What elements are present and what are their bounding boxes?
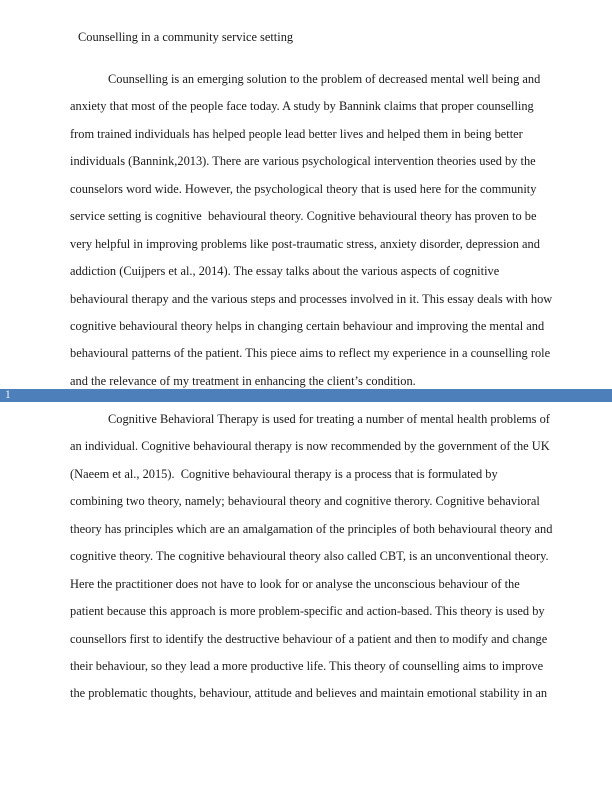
text-line: combining two theory, namely; behavioural theory and cognitive therory. Cognitive behavioral: [70, 494, 540, 509]
paragraph-introduction: [70, 66, 592, 395]
text-line: addiction (Cuijpers et al., 2014). The essay talks about the various aspects of cognitive: [70, 264, 500, 279]
text-line: Here the practitioner does not have to look for or analyse the unconscious behaviour of the: [70, 576, 520, 591]
text-line: behavioural patterns of the patient. This piece aims to reflect my experience in a counselling role: [70, 346, 551, 361]
text-line: the problematic thoughts, behaviour, attitude and believes and maintain emotional stability in an: [70, 686, 548, 701]
text-line: counsellors first to identify the destructive behaviour of a patient and then to modify and change: [70, 631, 548, 646]
text-line: Cognitive Behavioral Therapy is used for treating a number of mental health problems of: [108, 412, 550, 426]
text-line: (Naeem et al., 2015). Cognitive behavioural therapy is a process that is formulated by: [70, 466, 498, 481]
text-line: cognitive behavioural theory helps in changing certain behaviour and improving the mental and: [70, 318, 545, 333]
text-line: cognitive theory. The cognitive behavioural theory also called CBT, is an unconventional theory.: [70, 549, 549, 564]
text-line: from trained individuals has helped people lead better lives and helped them in being better: [70, 126, 523, 141]
text-line: an individual. Cognitive behavioural therapy is now recommended by the government of the UK: [70, 439, 550, 454]
text-line: behavioural therapy and the various steps and processes involved in it. This essay deals with how: [70, 291, 553, 306]
text-line: anxiety that most of the people face today. A study by Bannink claims that proper counselling: [70, 99, 534, 114]
text-line: their behaviour, so they lead a more productive life. This theory of counselling aims to improve: [70, 658, 544, 673]
page-number-label: 1: [5, 389, 11, 401]
text-line: counselors word wide. However, the psychological theory that is used here for the community: [70, 181, 537, 196]
text-line: individuals (Bannink,2013). There are various psychological intervention theories used by the: [70, 154, 536, 169]
document-header-title: Counselling in a community service setting: [78, 30, 294, 44]
paragraph-cbt-overview: [70, 406, 592, 708]
text-line: patient because this approach is more problem-specific and action-based. This theory is used by: [70, 604, 545, 619]
text-line: service setting is cognitive behavioural theory. Cognitive behavioural theory has proven to be: [70, 209, 537, 224]
text-line: very helpful in improving problems like post-traumatic stress, anxiety disorder, depression and: [70, 236, 540, 251]
text-line: theory has principles which are an amalgamation of the principles of both behavioural theory and: [70, 521, 553, 536]
text-line: Counselling is an emerging solution to the problem of decreased mental well being and: [108, 72, 541, 86]
page-number-highlight-bar: [0, 389, 612, 402]
text-line: and the relevance of my treatment in enhancing the client’s condition.: [70, 373, 416, 388]
